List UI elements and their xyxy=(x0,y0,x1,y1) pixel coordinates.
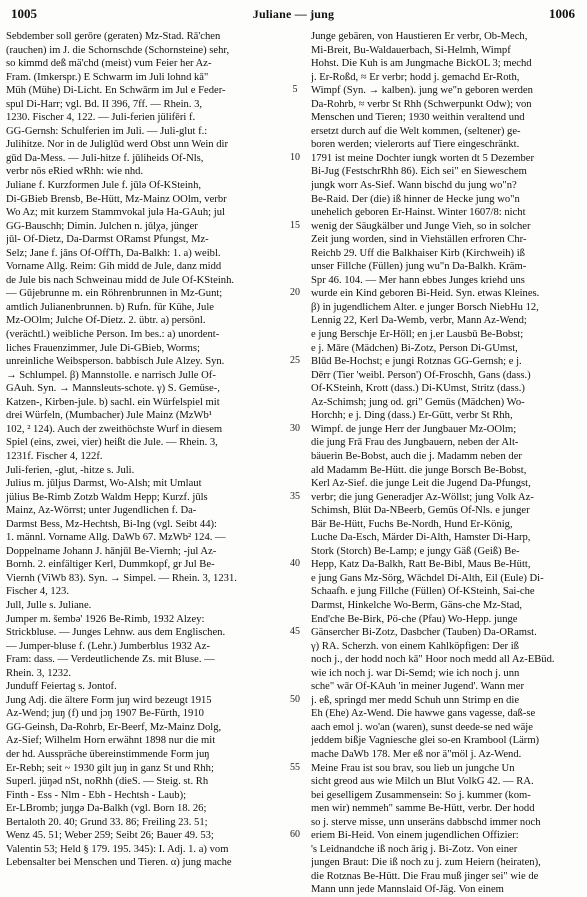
text-line: Jung Adj. die ältere Form juŋ wird bezeugt 1915 xyxy=(6,694,212,706)
text-line: (verächtl.) weibliche Person. Im bes.: a) unordent- xyxy=(6,329,220,341)
text-line: bäuerin Be-Bobst, auch die j. Madamm neben der xyxy=(311,450,522,462)
text-line: Meine Frau ist sou brav, sou lieb un jungche Un xyxy=(311,762,515,774)
text-line: jungen Braut: Die iß noch zu j. zum Heiern (heiraten), xyxy=(311,857,541,869)
text-line: — Gūjebrunne m. ein Röhrenbrunnen in Mz-Gunt; xyxy=(6,288,223,300)
text-line: Schaafh. e jung Fillche (Füllen) Of-KSteinh, Sai-che xyxy=(311,586,535,598)
text-line: Menschen und Tieren; 1930 weithin veraltend und xyxy=(311,112,525,124)
text-line: → Schlumpel. β) Mannstolle. e narrisch Julle Of- xyxy=(6,369,216,381)
text-line: noch j., der hodd noch kā" Hoor noch medd all Az-EBüd. xyxy=(311,654,555,666)
text-line: j. Er-Roßd, ≈ Er verbr; hodd j. gemachd Er-Roth, xyxy=(311,71,520,83)
text-line: Of-KSteinh, Krott (dass.) Di-KUmst, Stritz (dass.) xyxy=(311,383,525,395)
running-header xyxy=(0,6,587,24)
text-line: Er-LBromb; juŋgǝ Da-Balkh (vgl. Born 18. 26; xyxy=(6,803,207,815)
left-column xyxy=(6,30,276,870)
text-line: e jung Berschje Er-Höll; en j.er Lausbū Be-Bobst; xyxy=(311,329,524,341)
text-line: Jumper m. šembə' 1926 Be-Rimb, 1932 Alzey: xyxy=(6,613,205,625)
text-line: Zeit jung worden, sind in Viehställen erfroren Chr- xyxy=(311,234,527,246)
text-line: Schimsh, Blüt Da-NBeerb, Gemüs Of-Nls. e junger xyxy=(311,505,530,517)
text-line: Strickbluse. — Junges Lehnw. aus dem Englischen. xyxy=(6,627,226,639)
text-line: Az-Wend; juŋ (f) und jɔŋ 1907 Be-Fürth, 1910 xyxy=(6,708,204,720)
text-line: End'che Be-Birk, Pö-che (Pfau) Wo-Hepp. junge xyxy=(311,613,518,625)
text-line: sche" wār Of-KAuh 'in meiner Jugend'. Wann mer xyxy=(311,681,525,693)
text-line: e jung Gans Mz-Sörg, Wāchdel Di-Alth, Eil (Eule) Di- xyxy=(311,572,544,584)
text-line: Hohst. Die Kuh is am Jungmache BickOL 3; mechd xyxy=(311,58,532,70)
text-line: wie ich noch j. war Di-Semd; wie ich noch j. unn xyxy=(311,667,520,679)
text-line: Reichb 29. Uff die Balkhaiser Kirb (Kirchweih) iß xyxy=(311,247,525,259)
text-line: verbr nös eRied wRhh: wie nhd. xyxy=(6,166,144,178)
text-line: 1791 ist meine Dochter iungk worten dt 5 Dezember xyxy=(311,152,534,164)
text-line: GG-Bauschh; Dimin. Julchen n. jūlχə, jünger xyxy=(6,220,198,232)
line-number: 5 xyxy=(292,84,298,96)
text-line: mache DaWb 178. Mer eß nor ä"möl j. Az-Wend. xyxy=(311,748,522,760)
text-line: 1231f. Fischer 4, 122f. xyxy=(6,450,103,462)
text-line: Bär Be-Hütt, Fuchs Be-Nordh, Hund Er-König, xyxy=(311,518,513,530)
text-line: Juliane f. Kurzformen Jule f. jūlə Of-KSteinh, xyxy=(6,180,202,192)
running-title: Juliane — jung xyxy=(252,7,335,21)
text-line: die jung Frā Frau des Jungbauern, neben der Alt- xyxy=(311,437,519,449)
text-line: so kimmd deß mä'chd (meist) vum Feier her Az- xyxy=(6,58,212,70)
page-number-right: 1006 xyxy=(549,6,575,21)
text-line: j. eß, springd mer medd Schuh unn Strimp en die xyxy=(311,694,520,706)
text-line: Darmst, Hinkelche Wo-Berm, Gäns-che Mz-Stad, xyxy=(311,599,523,611)
text-line: Junduff Feiertag s. Jontof. xyxy=(6,681,117,693)
line-number: 40 xyxy=(290,558,300,570)
text-line: β) in jugendlichem Alter. e junger Borsch NiebHu 12, xyxy=(311,301,539,313)
text-line: unreinliche Weibsperson. babbisch Jule Alzey. Syn. xyxy=(6,356,225,368)
text-line: Wimpf. de junge Herr der Jungbauer Mz-OOlm; xyxy=(311,423,517,435)
text-line: Hepp, Katz Da-Balkh, Ratt Be-Bibl, Maus Be-Hütt, xyxy=(311,559,531,571)
text-line: Valentin 53; Held § 179. 195. 345): I. Adj. 1. a) vom xyxy=(6,843,229,855)
text-line: Spiel (eins, zwei, vier) heißt die Jule. — Rhein. 3, xyxy=(6,437,218,449)
text-line: Stork (Storch) Be-Lamp; e jungy Gäß (Geiß) Be- xyxy=(311,545,520,557)
text-line: Gänsercher Bi-Zotz, Dasbcher (Tauben) Da-ORamst. xyxy=(311,627,537,639)
text-line: Doppelname Johann J. hānjūl Be-Viernh; -jul Az- xyxy=(6,545,217,557)
text-line: 1230. Fischer 4, 122. — Juli-ferien jülifēri f. xyxy=(6,112,196,124)
text-line: Sebdember soll gerōre (geraten) Mz-Stad. Rā'chen xyxy=(6,31,221,42)
text-line: Mann unn jede Mannslaid Of-Jäg. Von einem xyxy=(311,884,504,896)
text-line: Fischer 4, 123. xyxy=(6,586,69,598)
text-line: ald Madamm Be-Hütt. die junge Borsch Be-Bobst, xyxy=(311,464,527,476)
text-line: Wenz 45. 51; Weber 259; Seibt 26; Bauer 49. 53; xyxy=(6,830,214,842)
text-line: Selz; Jane f. jāns Of-OffTh, Da-Balkh: 1. a) weibl. xyxy=(6,247,221,259)
right-column xyxy=(311,30,581,897)
text-line: Juli-ferien, -glut, -hitze s. Juli. xyxy=(6,464,135,476)
text-line: 's Leidnandche iß noch ārig j. Bi-Zotz. Von einer xyxy=(311,843,518,855)
text-line: Julius m. jūljus Darmst, Wo-Alsh; mit Umlaut xyxy=(6,478,202,490)
text-line: Mi-Breit, Bu-Waldauerbach, Si-Helmh, Wimpf xyxy=(311,44,511,56)
text-line: gūd Da-Mess. — Juli-hitze f. jūliheids Of-Nls, xyxy=(6,152,204,164)
line-number: 20 xyxy=(290,287,300,299)
text-line: Vorname Allg. Reim: Gih midd de Jule, danz midd xyxy=(6,261,222,273)
text-line: Katzen-, Kirben-jule. b) sachl. ein Würfelspiel mit xyxy=(6,396,220,408)
text-line: e j. Māre (Mädchen) Bi-Zotz, Person Di-GUmst, xyxy=(311,342,518,354)
text-line: Di-GBieb Brensb, Be-Hütt, Mz-Mainz OOlm, verbr xyxy=(6,193,227,205)
text-line: Wo Az; mit kurzem Stammvokal julə Ha-GAuh; jul xyxy=(6,207,225,219)
text-line: bei geselligem Zusammensein: So j. kummer (kom- xyxy=(311,789,531,801)
text-line: verbr; die jung Generadjer Az-Wöllst; jung Volk Az- xyxy=(311,491,534,503)
text-line: men wir) nemmeh" samme Be-Hütt, verbr. Der hodd xyxy=(311,803,535,815)
text-line: jūl- Of-Dietz, Da-Darmst ORamst Pfungst, Mz- xyxy=(6,234,209,246)
text-line: Spr 46. 104. — Mer hann ebbes Junges kriehd uns xyxy=(311,274,525,286)
text-line: 102, ² 124). Auch der zweithöchste Wurf in diesem xyxy=(6,423,223,435)
text-line: Lebensalter bei Menschen und Tieren. α) jung mache xyxy=(6,857,232,869)
line-number: 30 xyxy=(290,422,300,434)
text-line: boren werden; vielerorts auf Tiere eingeschränkt. xyxy=(311,139,520,151)
text-line: Viernh (ViWb 83). Syn. → Simpel. — Rhein. 3, 1231. xyxy=(6,572,237,584)
text-line: 1. männl. Vorname Allg. DaWb 67. MzWb² 124. — xyxy=(6,532,226,544)
text-line: wurde ein Kind geboren Bi-Heid. Syn. etwas Kleines. xyxy=(311,288,540,300)
text-line: Junge gebären, von Haustieren Er verbr, Ob-Mech, xyxy=(311,31,528,42)
text-line: Wimpf (Syn. → kalben). jung we"n geboren werden xyxy=(311,85,533,97)
text-line: unser Fillche (Füllen) jung wu"n Da-Balkh. Kräm- xyxy=(311,261,527,273)
text-line: spul Di-Harr; vgl. Bd. II 396, 7ff. — Rhein. 3, xyxy=(6,98,203,110)
line-number: 50 xyxy=(290,693,300,705)
text-line: Bertaloth 20. 40; Grund 33. 86; Freiling 23. 51; xyxy=(6,816,208,828)
text-line: aach emol j. wo'an (waren), sunst deede-se ned wäje xyxy=(311,721,533,733)
text-line: γ) RA. Scherzh. von einem Kahlköpfigen: Der iß xyxy=(311,640,519,652)
text-line: Az-Sief; Wilhelm Horn erwähnt 1898 nur die mit xyxy=(6,735,216,747)
text-line: Da-Rohrb, ≈ verbr St Rhh (Schwerpunkt Odw); von xyxy=(311,98,532,110)
text-line: Darmst Bess, Mz-Hechtsh, Bi-Ing (vgl. Seibt 44): xyxy=(6,518,217,530)
text-line: jeddem bißje Vagniesche glei so-en Krambool (Lärm) xyxy=(311,735,540,747)
text-line: Eh (Ehe) Az-Wend. Die hawwe gans vagesse, daß-se xyxy=(311,708,536,720)
text-line: Jull, Julle s. Juliane. xyxy=(6,599,92,611)
text-line: Mainz, Az-Wörrst; unter Jugendlichen f. Da- xyxy=(6,505,197,517)
text-line: drei Würfeln, (Mumbacher) Jule Mainz (MzWb¹ xyxy=(6,410,212,422)
text-line: eriem Bi-Heid. Von einem jugendlichen Offizier: xyxy=(311,830,519,842)
text-line: Horchh; e j. Ding (dass.) Er-Gütt, verbr St Rhh, xyxy=(311,410,513,422)
text-line: jungk worr As-Sief. Wann bischd du jung wo"n? xyxy=(311,180,517,192)
text-line: Er-Rebh; seit ~ 1930 gilt juŋ in ganz St und Rhh; xyxy=(6,762,214,774)
text-line: Mz-OOlm; Julche Of-Dietz. 2. übtr. a) persönl. xyxy=(6,315,206,327)
text-line: ersetzt durch auf die Welt kommen, (seltener) ge- xyxy=(311,125,521,137)
text-line: der hd. Ausspräche übereinstimmende Form juŋ xyxy=(6,748,210,760)
text-line: Kerl Az-Sief. die junge Leit die Jugend Da-Pfungst, xyxy=(311,478,531,490)
text-line: Lennig 22, Kerl Da-Wemb, verbr, Mann Az-Wend; xyxy=(311,315,527,327)
text-line: die Rotznas Be-Hütt. Die Frau muß jinger sei" wie de xyxy=(311,870,539,882)
text-line: Az-Schimsh; jung od. gri" Gemüs (Mädchen) Wo- xyxy=(311,396,525,408)
line-number: 35 xyxy=(290,490,300,502)
text-line: Fram. (Imkerspr.) E Schwarm im Juli lohnd kā" xyxy=(6,71,209,83)
text-line: — Jumper-bluse f. (Lehr.) Jumberblus 1932 Az- xyxy=(6,640,210,652)
text-line: GG-Geinsh, Da-Rohrb, Er-Beerf, Mz-Mainz Dolg, xyxy=(6,721,222,733)
text-line: Müh (Mühe) Di-Licht. En Schwārm im Jul e Feder- xyxy=(6,85,226,97)
text-line: Julihitze. Nor in de Juliglūd werd Obst unn Wein dir xyxy=(6,139,228,151)
line-number: 45 xyxy=(290,626,300,638)
text-line: unehelich geboren Er-Hainst. Winter 1607/8: nicht xyxy=(311,207,526,219)
text-line: Bi-Jug (FestschrRhh 86). Eich sei" en Sieweschem xyxy=(311,166,527,178)
text-line: Superl. jüŋəd nSt, noRhh (dieS. — Steig. st. Rh xyxy=(6,776,209,788)
text-line: wenig der Säugkälber und Junge Vieh, so in solcher xyxy=(311,220,531,232)
line-number: 55 xyxy=(290,761,300,773)
text-line: Blūd Be-Hochst; e jungi Rotznas GG-Gernsh; e j. xyxy=(311,356,522,368)
text-line: Rhein. 3, 1232. xyxy=(6,667,72,679)
text-line: sicht greod aus wie Milch un Blut VolkG 42. — RA. xyxy=(311,776,534,788)
text-line: Bornh. 2. einfältiger Kerl, Dummkopf, gr Jul Be- xyxy=(6,559,215,571)
text-line: GAuh. Syn. → Mannsleuts-schote. γ) S. Gemüse-, xyxy=(6,383,220,395)
text-line: so j. sterve misse, unn unseräns dabbschd immer noch xyxy=(311,816,541,828)
text-line: GG-Gernsh: Schulferien im Juli. — Juli-glut f.: xyxy=(6,125,208,137)
page-number-left: 1005 xyxy=(11,6,37,21)
text-line: Finth - Ess - Nlm - Ebh - Hechtsh - Laub); xyxy=(6,789,187,801)
line-number: 15 xyxy=(290,219,300,231)
text-line: jülius Be-Rimb Zotzb Waldm Hepp; Kurzf. jūls xyxy=(6,491,208,503)
text-line: de Jule bis nach Schweinau midd de Jule Of-KSteinh. xyxy=(6,274,235,286)
text-line: (rauchen) im J. die Schornschde (Schornsteine) sehr, xyxy=(6,44,230,56)
line-number: 25 xyxy=(290,355,300,367)
line-number: 10 xyxy=(290,151,300,163)
text-line: Luche Da-Esch, Märder Di-Alth, Hamster Di-Harp, xyxy=(311,532,531,544)
text-line: Dērr (Tier 'weibl. Person') Of-Froschh, Gans (dass.) xyxy=(311,369,531,381)
text-line: liches Frauenzimmer, Jule Di-GBieb, Worms; xyxy=(6,342,200,354)
line-number: 60 xyxy=(290,829,300,841)
text-line: amtlich Julianenbrunnen. b) Rufn. für Kühe, Jule xyxy=(6,301,215,313)
text-line: Fram: dass. — Verdeutlichende Zs. mit Bluse. — xyxy=(6,654,215,666)
text-line: Be-Raid. Der (die) iß hinner de Hecke jung wo"n xyxy=(311,193,520,205)
